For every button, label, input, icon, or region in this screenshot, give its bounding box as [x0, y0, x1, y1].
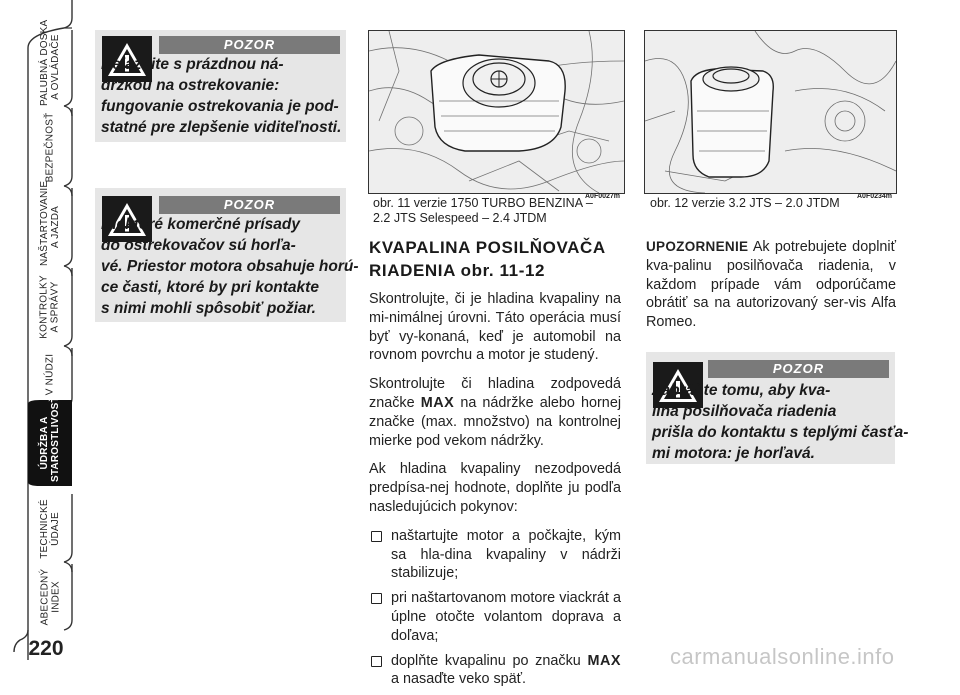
paragraph-max-mark: [369, 375, 621, 450]
page-number: 220: [28, 637, 64, 660]
paragraph-refill-intro: Ak hladina kvapaliny nezodpovedá predpísa-nej hodnote, doplňte ju podľa nasledujúcich pokynov:: [369, 461, 621, 515]
warning-box-2: [95, 188, 359, 322]
tab-label: V NÚDZI: [44, 353, 56, 395]
warning-text: Zabráňte tomu, aby kva- lina posilňovača riadenia prišla do kontaktu s teplými časťa- mi motora: je horľavá.: [652, 382, 909, 462]
figure-11-code: A0F0027m: [585, 193, 621, 200]
watermark-text: carmanualsonline.info: [670, 644, 895, 669]
tab-label: PALUBNÁ DOSKA A OVLÁDAČE: [39, 19, 61, 106]
engine-illustration: [645, 31, 896, 193]
paragraph-check-level: Skontrolujte, či je hladina kvapaliny na mi-nimálnej úrovni. Táto operácia musí byť vy-konaná, keď je automobil na rovnom povrchu a motor je studený.: [369, 291, 621, 364]
list-item-text: pri naštartovanom motore viackrát a úplne otočte volantom doprava a doľava;: [391, 590, 621, 644]
tab-label: TECHNICKÉ ÚDAJE: [39, 499, 61, 559]
tab-technical-data[interactable]: [28, 490, 72, 568]
notice-text: Ak potrebujete doplniť kva-palinu posilňovača riadenia, v každom prípade vám odporúčame obrátiť sa na autorizovaný ser-vis Alfa Romeo.: [646, 239, 896, 331]
figure-12-caption: obr. 12 verzie 3.2 JTS – 2.0 JTDM: [650, 196, 840, 210]
list-item-text: naštartujte motor a počkajte, kým sa hla-dina kvapaliny v nádrži stabilizuje;: [391, 527, 621, 582]
figure-11-engine-image: [368, 30, 625, 194]
tab-safety[interactable]: [28, 108, 72, 186]
max-label: MAX: [420, 394, 455, 411]
tab-label: NAŠTARTOVANIE A JAZDA: [39, 180, 61, 266]
checkbox-bullet-icon: [371, 531, 382, 542]
warning-box-1: [95, 30, 346, 142]
refill-steps-list: [369, 527, 621, 689]
chapter-tab-strip: [0, 0, 80, 677]
tab-label: ÚDRŽBA A STAROSTLIVOSŤ: [39, 396, 61, 482]
checkbox-bullet-icon: [371, 593, 382, 604]
warning-text: Niektoré komerčné prísady do ostrekovačov sú horľa- vé. Priestor motora obsahuje horú- ce časti, ktoré by pri kontakte s nimi mohli spôsobiť požiar.: [101, 216, 359, 317]
figure-11-caption: obr. 11 verzie 1750 TURBO BENZINA – 2.2 JTS Selespeed – 2.4 JTDM: [373, 196, 593, 225]
max-label: MAX: [587, 652, 621, 669]
warning-header: POZOR: [159, 196, 340, 214]
notice-label: UPOZORNENIE: [646, 239, 749, 254]
body-column-middle: [369, 290, 621, 695]
list-item: [369, 652, 621, 690]
tab-dashboard-controls[interactable]: [28, 19, 72, 106]
tab-label: BEZPEČNOSŤ: [44, 112, 56, 182]
tab-label: ABECEDNÝ INDEX: [39, 568, 61, 626]
tab-label: KONTROLKY A SPRÁVY: [39, 275, 62, 339]
warning-header: POZOR: [159, 36, 340, 54]
warning-text: Nejazdite s prázdnou ná- držkou na ostrekovanie: fungovanie ostrekovania je pod- statné pre zlepšenie viditeľnosti.: [101, 56, 342, 136]
engine-illustration: [369, 31, 624, 193]
text-span: Skontrolujte či hladina zodpovedá značke: [369, 376, 621, 411]
tab-index[interactable]: [28, 558, 72, 636]
list-item-text: doplňte kvapalinu po značku: [391, 652, 581, 669]
text-span: na nádržke alebo hornej značke (max. množstvo) na kontrolnej mierke pod vekom nádržky.: [369, 394, 622, 449]
checkbox-bullet-icon: [371, 656, 382, 667]
section-heading: KVAPALINA POSILŇOVAČA RIADENIA obr. 11-12: [369, 238, 606, 280]
figure-12-engine-image: [644, 30, 897, 194]
warning-header: POZOR: [708, 360, 889, 378]
figure-12-code: A0F0234m: [857, 193, 893, 200]
list-item-text: a nasaďte veko späť.: [391, 671, 527, 688]
list-item: [369, 589, 621, 645]
tab-starting-driving[interactable]: [28, 180, 72, 266]
notice-paragraph: [646, 238, 896, 332]
warning-box-3: [646, 352, 909, 464]
tab-maintenance-active[interactable]: [28, 396, 72, 482]
list-item: [369, 527, 621, 583]
